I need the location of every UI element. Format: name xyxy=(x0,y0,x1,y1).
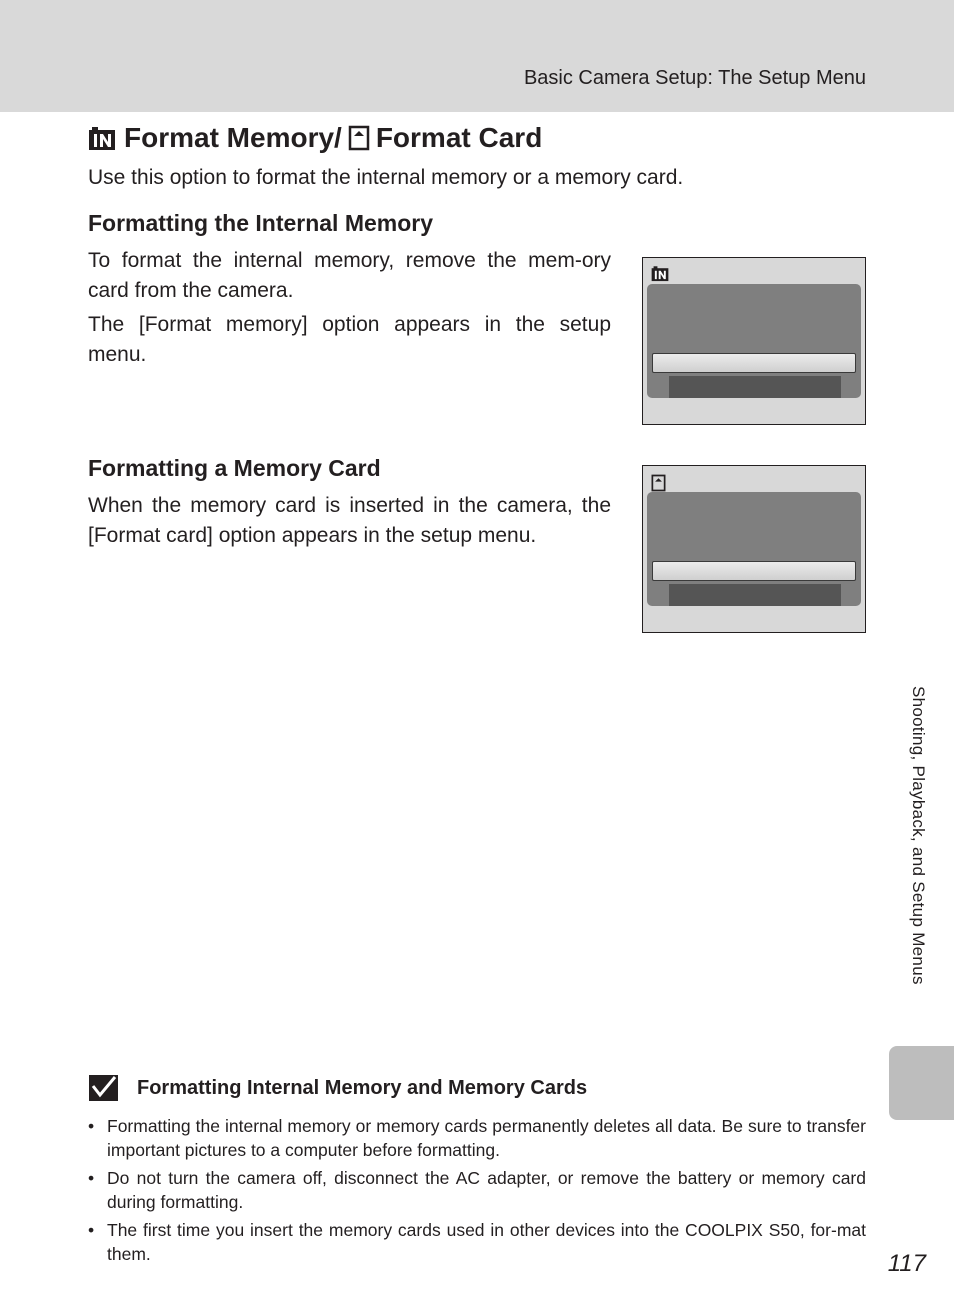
list-item: • Formatting the internal memory or memory cards permanently deletes all data. Be sure to transfer important pictures to a computer before formatting. xyxy=(88,1114,866,1162)
camera-screen-format-card xyxy=(642,465,866,633)
page-title-part2: Format Card xyxy=(375,122,543,153)
camera-screen-format-memory xyxy=(642,257,866,425)
intro-text: Use this option to format the internal memory or a memory card. xyxy=(88,166,684,189)
note-header xyxy=(88,1074,587,1102)
dialog-footer xyxy=(669,376,841,398)
selection-bar xyxy=(652,353,856,373)
page-title xyxy=(88,122,542,154)
list-item: • The first time you insert the memory cards used in other devices into the COOLPIX S50, for-mat them. xyxy=(88,1218,866,1266)
list-item: • Do not turn the camera off, disconnect the AC adapter, or remove the battery or memory card during formatting. xyxy=(88,1166,866,1214)
note-bullet-list xyxy=(88,1114,866,1270)
dialog-panel xyxy=(647,284,861,398)
paragraph: To format the internal memory, remove the mem-ory card from the camera. xyxy=(88,249,611,302)
section-heading-memory-card: Formatting a Memory Card xyxy=(88,455,381,481)
note-title: Formatting Internal Memory and Memory Cards xyxy=(137,1076,588,1099)
internal-memory-icon xyxy=(88,126,116,150)
dialog-footer xyxy=(669,584,841,606)
memory-card-icon xyxy=(348,125,370,151)
header-band xyxy=(0,0,954,112)
section-heading-internal-memory: Formatting the Internal Memory xyxy=(88,210,434,236)
page-title-part1: Format Memory/ xyxy=(124,122,342,153)
side-section-label: Shooting, Playback, and Setup Menus xyxy=(909,686,928,985)
side-thumb-tab xyxy=(889,1046,954,1120)
header-title: Basic Camera Setup: The Setup Menu xyxy=(523,67,866,89)
paragraph: The [Format memory] option appears in the setup menu. xyxy=(88,313,611,366)
selection-bar xyxy=(652,561,856,581)
paragraph: When the memory card is inserted in the camera, the [Format card] option appears in the setup menu. xyxy=(88,494,611,547)
dialog-panel xyxy=(647,492,861,606)
checkmark-icon xyxy=(88,1074,119,1102)
page-number: 117 xyxy=(887,1250,926,1277)
